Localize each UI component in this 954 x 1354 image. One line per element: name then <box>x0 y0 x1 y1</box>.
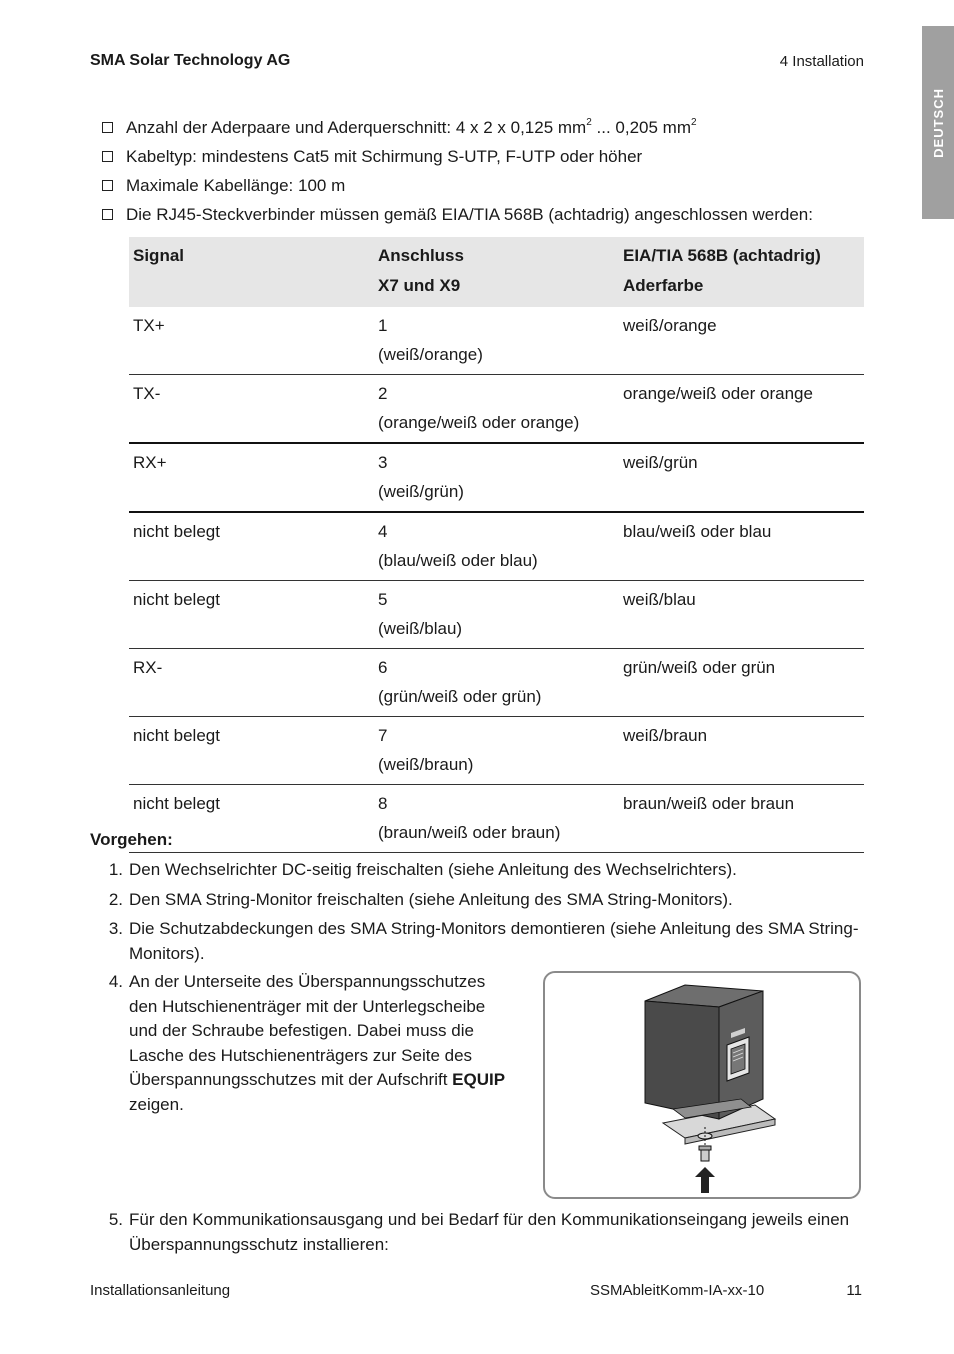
language-tab <box>922 26 954 219</box>
table-row <box>129 717 864 785</box>
step-text: An der Unterseite des Überspannungsschutzes den Hutschienenträger mit der Unterlegscheibe und der Schraube befestigen. Dabei muss die Lasche des Hutschienenträgers zur Seite des Überspannungsschutzes mit der Aufschrift EQUIP zeigen. <box>129 972 506 1114</box>
table-row <box>129 581 864 649</box>
header-signal: Signal <box>129 237 374 307</box>
table-row <box>129 512 864 581</box>
language-tab-label: DEUTSCH <box>930 87 946 158</box>
cell-signal: TX- <box>129 375 374 444</box>
step-text: Für den Kommunikationsausgang und bei Bedarf für den Kommunikationseingang jeweils einen Überspannungsschutz installieren: <box>129 1210 850 1254</box>
page-number: 11 <box>846 1282 862 1299</box>
table-row <box>129 307 864 375</box>
cell-pin: 7 (weiß/braun) <box>374 717 619 785</box>
cell-pin: 8 (braun/weiß oder braun) <box>374 785 619 853</box>
mounting-figure <box>543 971 861 1199</box>
procedure-step <box>90 917 862 966</box>
checklist-text: Kabeltyp: mindestens Cat5 mit Schirmung S-UTP, F-UTP oder höher <box>126 147 643 166</box>
step-number: 1. <box>108 860 123 879</box>
cell-signal: RX- <box>129 649 374 717</box>
checklist-text: Anzahl der Aderpaare und Aderquerschnitt: 4 x 2 x 0,125 $mm^2$ ... 0,205 $mm^2$ <box>126 117 697 137</box>
pin-assignment-table <box>129 237 864 853</box>
cell-pin: 5 (weiß/blau) <box>374 581 619 649</box>
checkbox-icon <box>102 209 113 220</box>
table-row <box>129 649 864 717</box>
step-number: 5. <box>108 1210 123 1229</box>
cell-signal: RX+ <box>129 443 374 512</box>
table-row <box>129 785 864 853</box>
checkbox-icon <box>102 151 113 162</box>
cell-color: weiß/blau <box>619 581 864 649</box>
step-text: Die Schutzabdeckungen des SMA String-Monitors demontieren (siehe Anleitung des SMA String-Monitors). <box>129 919 859 963</box>
cell-color: weiß/orange <box>619 307 864 375</box>
checkbox-icon <box>102 180 113 191</box>
procedure-steps <box>90 858 862 971</box>
table-row <box>129 443 864 512</box>
surge-protector-illustration <box>545 973 859 1197</box>
cell-pin: 2 (orange/weiß oder orange) <box>374 375 619 444</box>
cell-pin: 4 (blau/weiß oder blau) <box>374 512 619 581</box>
header-connector: Anschluss X7 und X9 <box>374 237 619 307</box>
cell-color: weiß/grün <box>619 443 864 512</box>
cell-signal: nicht belegt <box>129 512 374 581</box>
step-number: 2. <box>108 889 123 909</box>
cell-color: weiß/braun <box>619 717 864 785</box>
cell-pin: 1 (weiß/orange) <box>374 307 619 375</box>
cell-color: blau/weiß oder blau <box>619 512 864 581</box>
cell-pin: 3 (weiß/grün) <box>374 443 619 512</box>
cell-color: grün/weiß oder grün <box>619 649 864 717</box>
checklist-item <box>102 117 882 146</box>
cell-color: orange/weiß oder orange <box>619 375 864 444</box>
cell-color: braun/weiß oder braun <box>619 785 864 853</box>
checklist-item <box>102 175 882 204</box>
procedure-step <box>90 888 862 913</box>
procedure-step-4 <box>90 970 510 1117</box>
procedure-step-5 <box>90 1208 862 1257</box>
procedure-step <box>90 858 862 883</box>
cell-pin: 6 (grün/weiß oder grün) <box>374 649 619 717</box>
checklist-text: Maximale Kabellänge: 100 m <box>126 176 346 195</box>
requirements-checklist <box>102 117 882 233</box>
checklist-text: Die RJ45-Steckverbinder müssen gemäß EIA/TIA 568B (achtadrig) angeschlossen werden: <box>126 205 813 224</box>
header-section: 4 Installation <box>779 53 864 70</box>
checklist-item <box>102 146 882 175</box>
step-number: 4. <box>108 972 123 991</box>
cell-signal: nicht belegt <box>129 581 374 649</box>
procedure-heading: Vorgehen: <box>90 830 173 849</box>
footer-doc-type: Installationsanleitung <box>90 1282 231 1299</box>
footer-doc-id: SSMAbleitKomm-IA-xx-10 <box>590 1282 765 1299</box>
step-text: Den SMA String-Monitor freischalten (siehe Anleitung des SMA String-Monitors). <box>129 889 733 909</box>
table-row <box>129 375 864 444</box>
step-text: Den Wechselrichter DC-seitig freischalten (siehe Anleitung des Wechselrichters). <box>129 860 737 879</box>
cell-signal: TX+ <box>129 307 374 375</box>
cell-signal: nicht belegt <box>129 717 374 785</box>
step-number: 3. <box>108 919 123 938</box>
checklist-item <box>102 204 882 233</box>
header-wire-color: EIA/TIA 568B (achtadrig) Aderfarbe <box>619 237 864 307</box>
checkbox-icon <box>102 122 113 133</box>
cell-signal: nicht belegt <box>129 785 374 853</box>
header-company: SMA Solar Technology AG <box>90 52 291 69</box>
table-header-row <box>129 237 864 307</box>
